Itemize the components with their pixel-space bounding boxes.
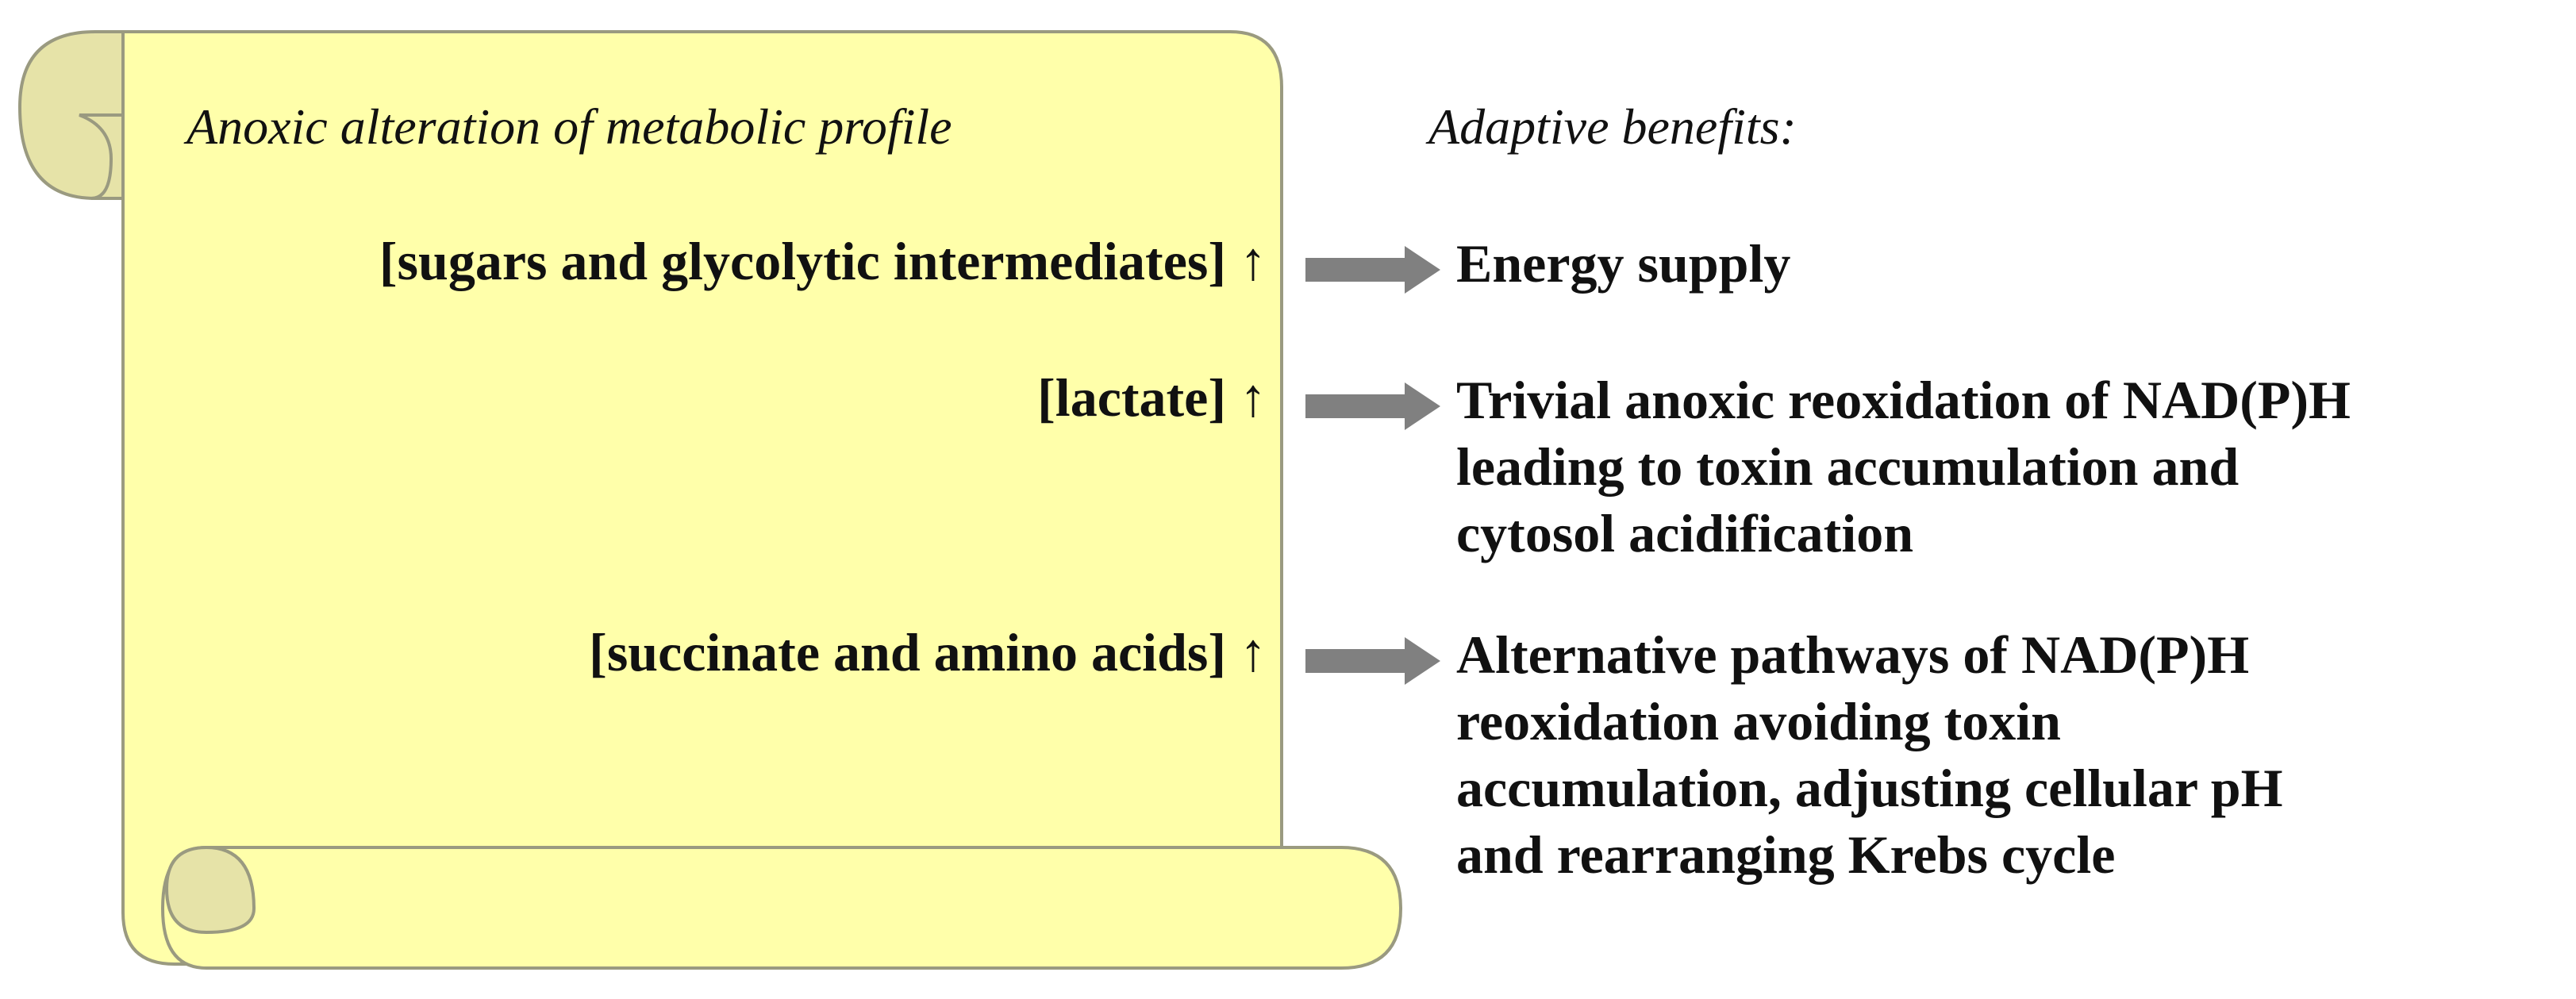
- metabolite-sugars: [sugars and glycolytic intermediates] ↑: [379, 231, 1267, 291]
- left-panel-title: Anoxic alteration of metabolic profile: [186, 98, 952, 155]
- arrow-icon: [1305, 637, 1440, 685]
- metabolite-lactate: [lactate] ↑: [1037, 367, 1267, 428]
- right-panel-title: Adaptive benefits:: [1428, 98, 1797, 155]
- benefit-line: leading to toxin accumulation and: [1456, 436, 2240, 497]
- benefit-line: accumulation, adjusting cellular pH: [1456, 758, 2283, 818]
- benefit-energy: [1456, 230, 1790, 297]
- benefit-line: Trivial anoxic reoxidation of NAD(P)H: [1456, 370, 2351, 430]
- benefit-line: and rearranging Krebs cycle: [1456, 824, 2116, 885]
- benefit-line: reoxidation avoiding toxin: [1456, 691, 2061, 751]
- benefit-line: cytosol acidification: [1456, 503, 1914, 563]
- benefit-line: Energy supply: [1456, 233, 1791, 294]
- benefit-trivial-reoxidation: [1456, 367, 2351, 567]
- benefit-line: Alternative pathways of NAD(P)H: [1456, 624, 2250, 685]
- arrow-icon: [1305, 382, 1440, 430]
- benefit-alternative-pathways: [1456, 621, 2283, 888]
- arrow-icon: [1305, 246, 1440, 294]
- metabolite-succinate: [succinate and amino acids] ↑: [589, 622, 1267, 682]
